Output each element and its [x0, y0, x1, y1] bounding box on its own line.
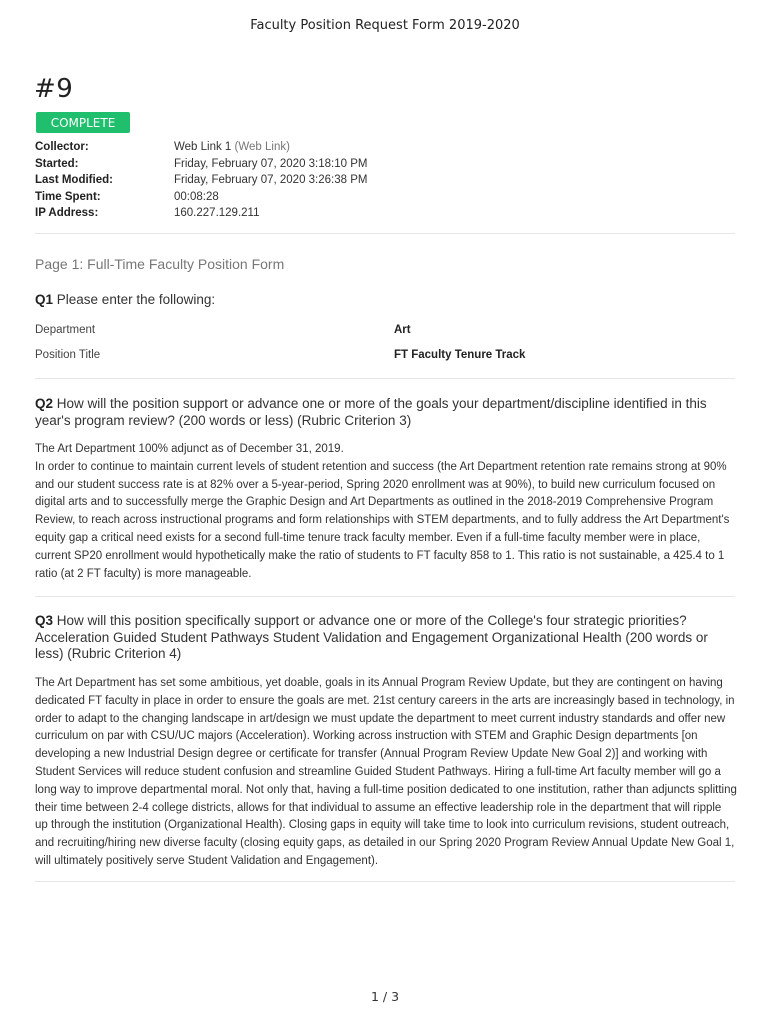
- meta-value: Friday, February 07, 2020 3:18:10 PM: [174, 157, 368, 170]
- q2-title: [35, 396, 725, 429]
- meta-key: Collector:: [35, 141, 89, 154]
- meta-key: Time Spent:: [35, 190, 101, 203]
- meta-value: Friday, February 07, 2020 3:26:38 PM: [174, 174, 368, 187]
- divider: [35, 881, 735, 882]
- question-text: Please enter the following:: [56, 292, 216, 307]
- question-text: How will this position specifically support or advance one or more of the College's four strategic priorities? Acceleration Guided Student Pathways Student Validation and Engagement Organizational Health (200 words or less) (Rubric Criterion 4): [35, 613, 708, 661]
- response-number: #9: [34, 74, 74, 104]
- q1-title: [35, 292, 725, 309]
- field-label: Department: [35, 324, 96, 336]
- collector-type: (Web Link): [234, 141, 290, 154]
- meta-value: 00:08:28: [174, 190, 219, 203]
- page-number: 1 / 3: [370, 989, 400, 1004]
- meta-key: Last Modified:: [35, 174, 113, 187]
- field-label: Position Title: [35, 349, 101, 361]
- field-row-position-title: [35, 349, 735, 361]
- page-title: Page 1: Full-Time Faculty Position Form: [35, 256, 285, 272]
- answer-paragraph: In order to continue to maintain current levels of student retention and success (the Art Department retention rate remains strong at 90% and our student success rate is at 82% over a 5-year-period, Spring 2020 enrollment was at 90%), to build new curriculum focused on digital arts and to successfully merge the Graphic Design and Art Departments as outlined in the 2018-2019 Comprehensive Program Review, to reach across instructional programs and form relationships with STEM departments, and to fully address the Art Department's equity gap a critical need exists for a second full-time tenure track faculty member. Even if a full-time faculty member were in place, current SP20 enrollment would hypothetically make the ratio of students to FT faculty 858 to 1. This ratio is not sustainable, a 425.4 to 1 ratio (at 2 FT faculty) is more manageable.: [35, 460, 730, 580]
- response-metadata: [35, 139, 367, 222]
- meta-row-ip-address: [35, 205, 367, 222]
- field-row-department: [35, 324, 735, 336]
- question-number: Q1: [35, 292, 54, 307]
- document-header: Faculty Position Request Form 2019-2020: [250, 18, 520, 33]
- question-number: Q3: [35, 613, 54, 628]
- meta-key: Started:: [35, 157, 79, 170]
- divider: [35, 233, 735, 234]
- q3-answer: [35, 675, 737, 871]
- meta-key: IP Address:: [35, 207, 99, 220]
- field-value: Art: [394, 324, 411, 336]
- meta-value: [174, 141, 290, 153]
- divider: [35, 596, 735, 597]
- field-value: FT Faculty Tenure Track: [394, 349, 526, 361]
- q2-answer: [35, 441, 737, 583]
- meta-value: 160.227.129.211: [174, 207, 260, 220]
- meta-row-collector: [35, 139, 367, 156]
- meta-row-last-modified: [35, 172, 367, 189]
- q3-title: [35, 613, 725, 663]
- answer-paragraph: The Art Department has set some ambitious, yet doable, goals in its Annual Program Review Update, but they are contingent on having dedicated FT faculty in place in order to ensure the goals are met. 21st century careers in the arts are increasingly based in technology, in order to adapt to the changing landscape in art/design we must update the department to meet current industry standards and offer new curriculum on par with CSU/UC majors (Acceleration). Working across instruction with STEM and Graphic Design departments [on developing a new Industrial Design degree or certificate for transfer (Annual Program Review Update New Goal 2)] and working with Student Services will reduce student confusion and streamline Guided Student Pathways. Hiring a full-time Art faculty member will go a long way to improve departmental moral. Not only that, having a full-time position dedicated to one institution, rather than adjuncts splitting their time between 2-4 college districts, allows for that individual to assume an effective leadership role in the department that will ripple up through the institution (Organizational Health). Closing gaps in equity will take time to look into curriculum revisions, student outreach, and recruiting/hiring new diverse faculty (closing equity gaps, as detailed in our Spring 2020 Program Review Annual Update New Goal 1, will ultimately positively serve Student Validation and Engagement).: [35, 677, 737, 867]
- collector-value: Web Link 1: [174, 141, 232, 154]
- answer-paragraph: The Art Department 100% adjunct as of December 31, 2019.: [35, 443, 344, 455]
- status-badge: COMPLETE: [36, 112, 130, 133]
- divider: [35, 378, 735, 379]
- question-number: Q2: [35, 396, 54, 411]
- meta-row-started: [35, 156, 367, 173]
- meta-row-time-spent: [35, 189, 367, 206]
- question-text: How will the position support or advance one or more of the goals your department/discipline identified in this year's program review? (200 words or less) (Rubric Criterion 3): [35, 396, 707, 428]
